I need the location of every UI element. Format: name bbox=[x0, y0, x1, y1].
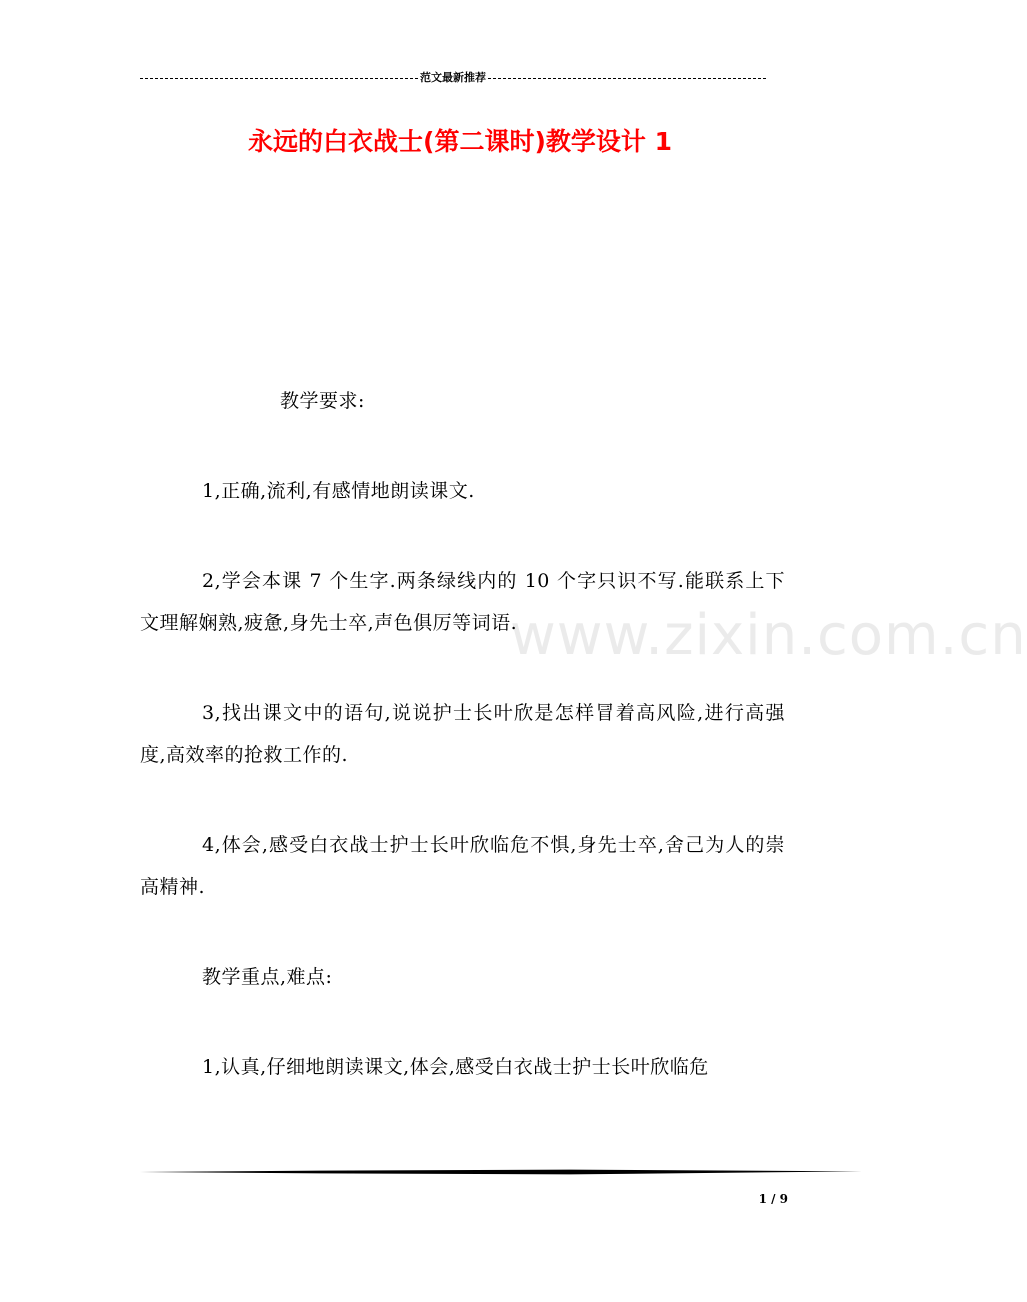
requirement-item-1: 1,正确,流利,有感情地朗读课文. bbox=[202, 480, 475, 502]
header-label: 范文最新推荐 bbox=[420, 71, 486, 84]
header-dash-right bbox=[488, 78, 766, 79]
watermark: www.zixin.com.cn bbox=[510, 603, 1027, 668]
requirement-item-3: 3,找出课文中的语句,说说护士长叶欣是怎样冒着高风险,进行高强度,高效率的抢救工作的. bbox=[140, 702, 785, 766]
section-heading-key-points: 教学重点,难点: bbox=[202, 966, 333, 988]
requirement-item-4: 4,体会,感受白衣战士护士长叶欣临危不惧,身先士卒,舍己为人的崇高精神. bbox=[140, 834, 785, 898]
document-body bbox=[140, 380, 785, 1088]
page-number: 1 / 9 bbox=[758, 1192, 788, 1206]
footer-rule bbox=[140, 1169, 862, 1175]
running-header bbox=[140, 71, 766, 85]
header-dash-left bbox=[140, 78, 418, 79]
section-heading-requirements: 教学要求: bbox=[280, 390, 365, 412]
document-title: 永远的白衣战士(第二课时)教学设计 1 bbox=[248, 127, 672, 156]
key-point-item-1: 1,认真,仔细地朗读课文,体会,感受白衣战士护士长叶欣临危 bbox=[202, 1056, 709, 1078]
requirement-item-2: 2,学会本课 7 个生字.两条绿线内的 10 个字只识不写.能联系上下文理解娴熟,疲惫,身先士卒,声色俱厉等词语. bbox=[140, 570, 785, 634]
